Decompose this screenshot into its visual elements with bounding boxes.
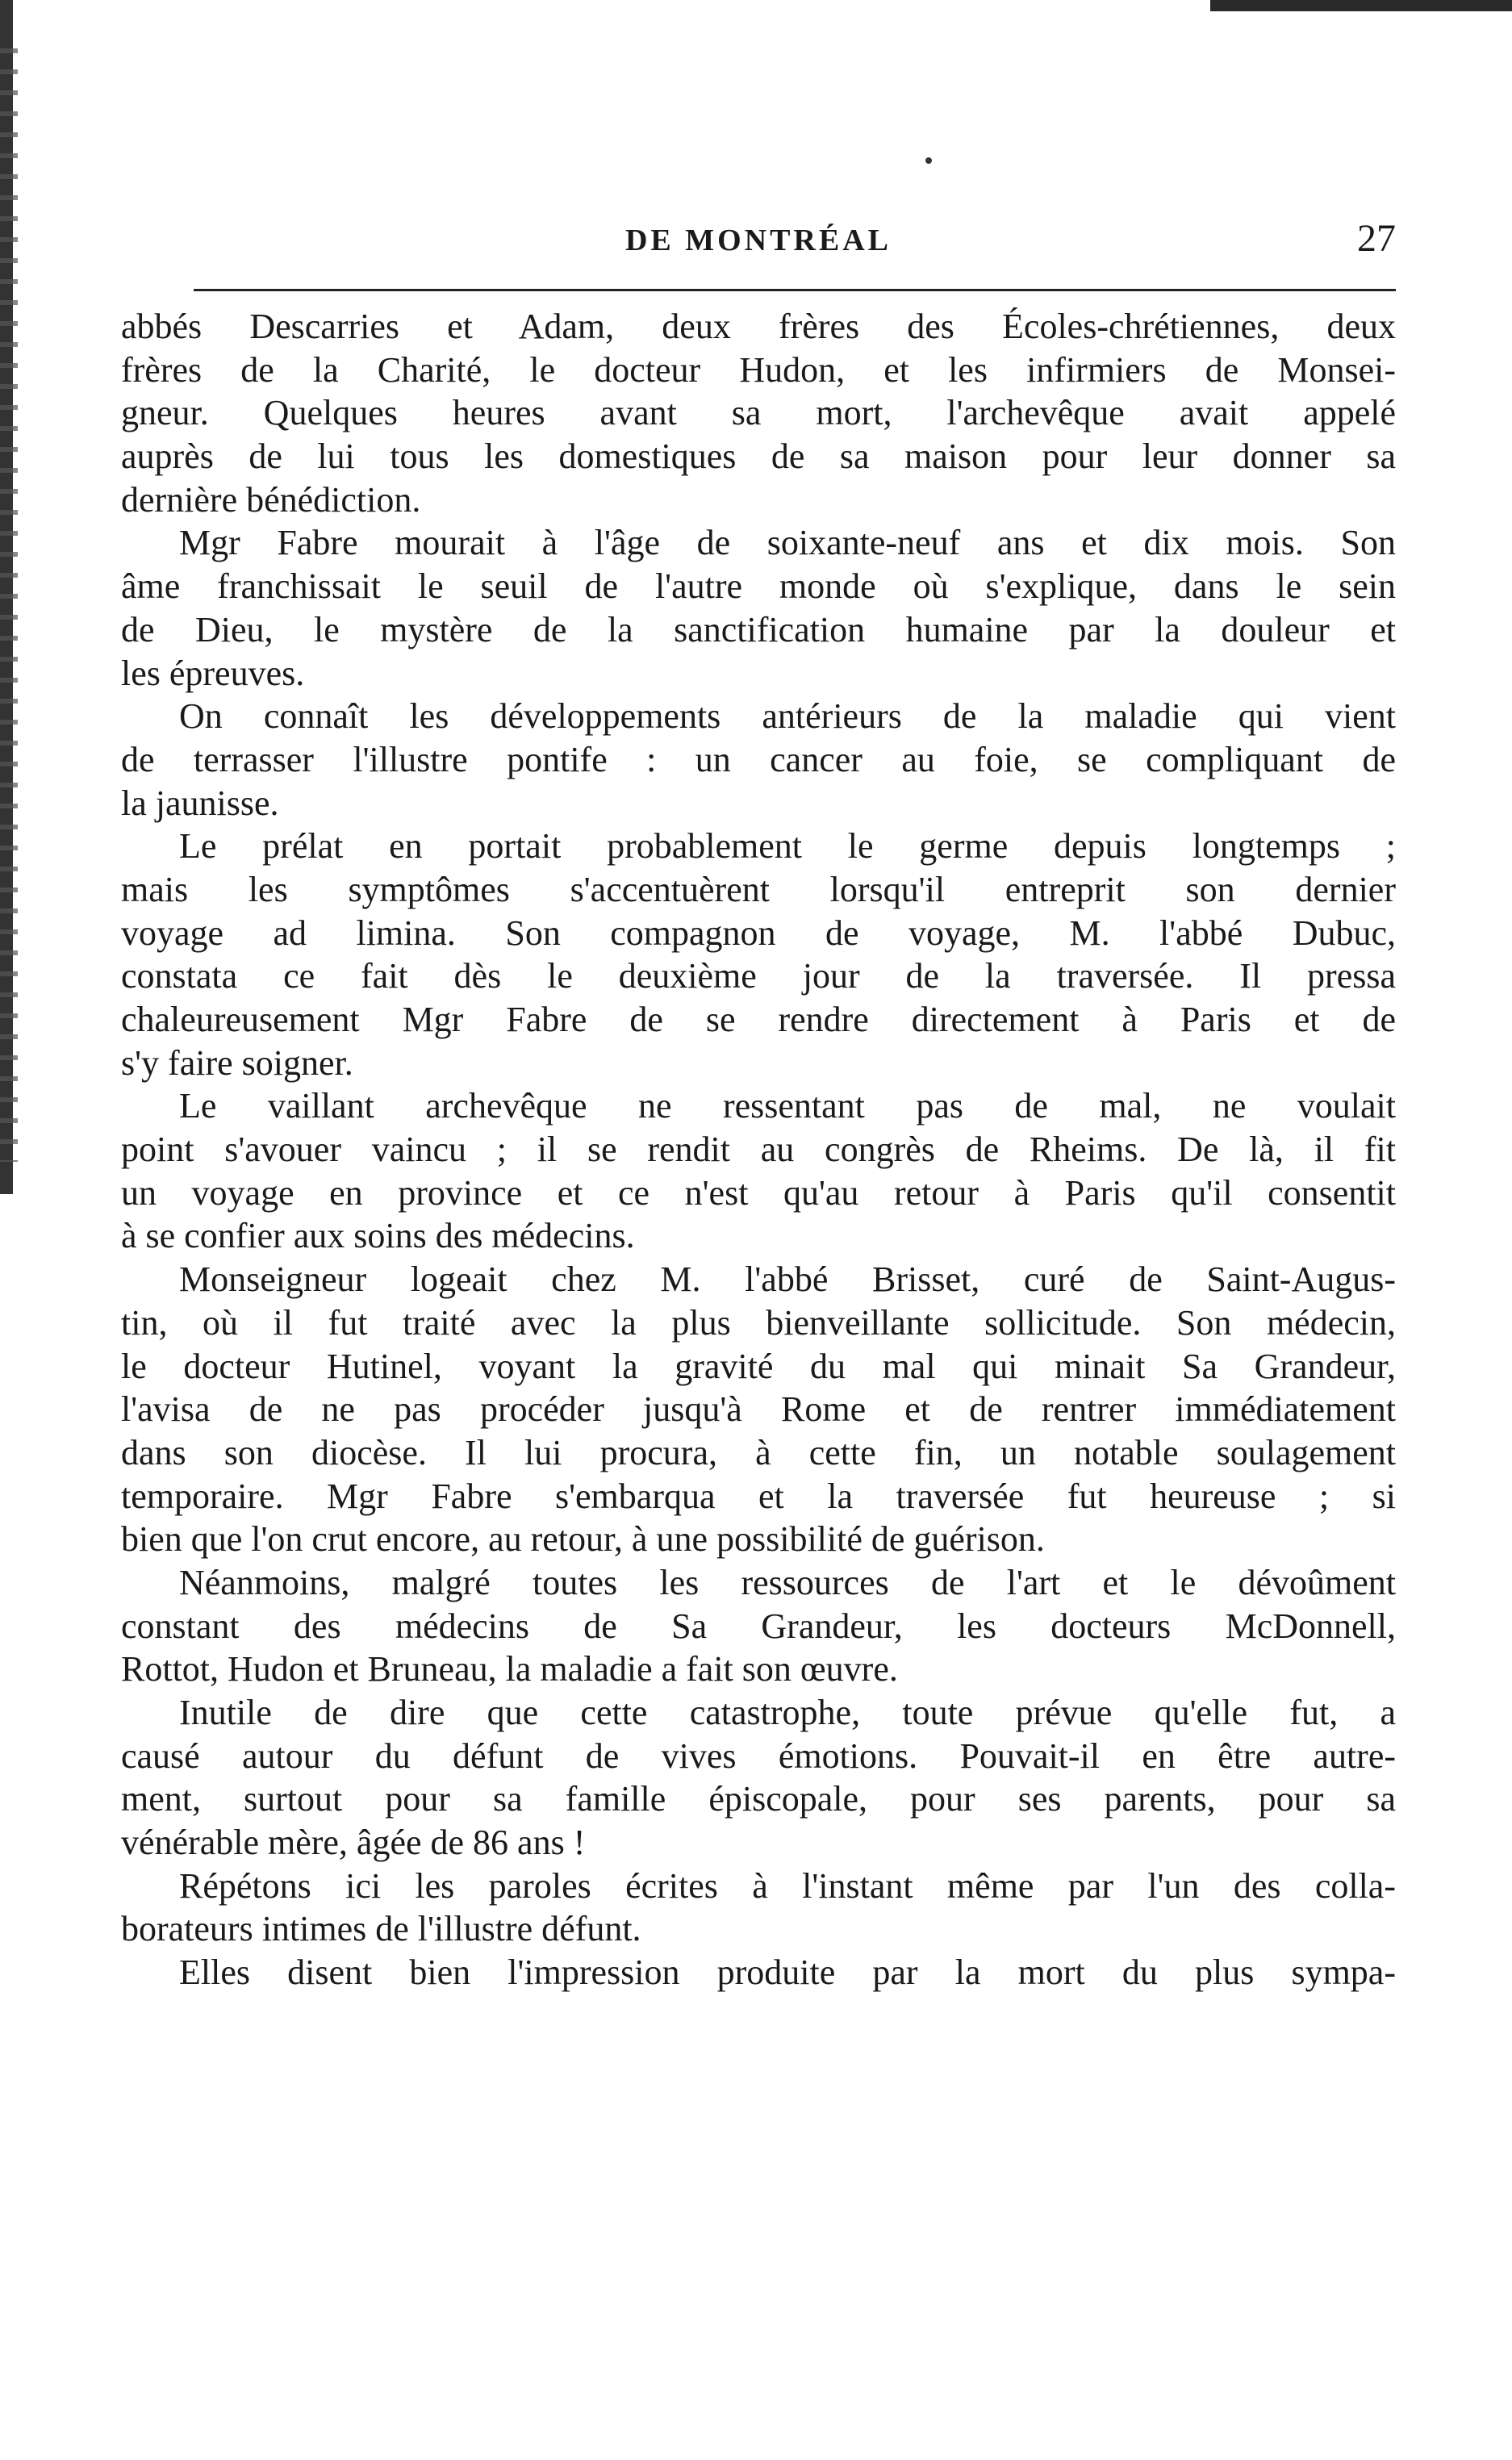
text-line: borateurs intimes de l'illustre défunt. [121,1909,641,1949]
text-line: vénérable mère, âgée de 86 ans ! [121,1823,586,1863]
text-line: à se confier aux soins des médecins. [121,1216,635,1256]
text-line: frères de la Charité, le docteur Hudon, et les infirmiers de Monsei- [121,349,1396,390]
text-line: point s'avouer vaincu ; il se rendit au congrès de Rheims. De là, il fit [121,1130,1396,1170]
text-line: le docteur Hutinel, voyant la gravité du mal qui minait Sa Grandeur, [121,1346,1396,1386]
text-line: mais les symptômes s'accentuèrent lorsqu'il entreprit son dernier [121,869,1396,909]
paragraph-first-line: Néanmoins, malgré toutes les ressources de l'art et le dévoûment [179,1562,1396,1602]
text-line: temporaire. Mgr Fabre s'embarqua et la traversée fut heureuse ; si [121,1476,1396,1516]
text-line: Rottot, Hudon et Bruneau, la maladie a fait son œuvre. [121,1649,898,1689]
running-title: DE MONTRÉAL [624,223,892,257]
text-line: abbés Descarries et Adam, deux frères des Écoles-chrétiennes, deux [121,307,1396,346]
text-line: gneur. Quelques heures avant sa mort, l'archevêque avait appelé [121,393,1396,433]
text-line: voyage ad limina. Son compagnon de voyage, M. l'abbé Dubuc, [121,913,1396,953]
text-line: chaleureusement Mgr Fabre de se rendre directement à Paris et de [121,1000,1396,1039]
paragraph-first-line: Monseigneur logeait chez M. l'abbé Brisset, curé de Saint-Augus- [179,1259,1396,1300]
paragraph-first-line: Le vaillant archevêque ne ressentant pas de mal, ne voulait [179,1086,1396,1126]
text-line: tin, où il fut traité avec la plus bienveillante sollicitude. Son médecin, [121,1302,1396,1343]
paragraph-first-line: Inutile de dire que cette catastrophe, toute prévue qu'elle fut, a [179,1693,1396,1732]
text-line: s'y faire soigner. [121,1042,353,1083]
top-edge-rule [1210,0,1512,11]
running-head [121,216,1396,273]
page-body [121,305,1396,1994]
text-line: ment, surtout pour sa famille épiscopale, pour ses parents, pour sa [121,1779,1396,1819]
text-line: dernière bénédiction. [121,479,421,520]
text-line: causé autour du défunt de vives émotions. Pouvait-il en être autre- [121,1735,1396,1776]
text-line: de terrasser l'illustre pontife : un cancer au foie, se compliquant de [121,739,1396,779]
left-binding-marks [0,32,18,1162]
paragraph-first-line: Le prélat en portait probablement le germe depuis longtemps ; [179,826,1396,867]
text-line: la jaunisse. [121,783,279,823]
header-rule [194,289,1396,291]
text-line: dans son diocèse. Il lui procura, à cette fin, un notable soulagement [121,1432,1396,1472]
text-line: constant des médecins de Sa Grandeur, les docteurs McDonnell, [121,1606,1396,1646]
paragraph-first-line: Répétons ici les paroles écrites à l'instant même par l'un des colla- [179,1865,1396,1906]
text-line: un voyage en province et ce n'est qu'au retour à Paris qu'il consentit [121,1172,1396,1213]
paragraph-first-line: Elles disent bien l'impression produite par la mort du plus sympa- [179,1953,1396,1993]
paragraph-first-line: Mgr Fabre mourait à l'âge de soixante-neuf ans et dix mois. Son [179,523,1396,563]
page-number: 27 [1357,217,1396,260]
text-line: auprès de lui tous les domestiques de sa maison pour leur donner sa [121,436,1396,477]
text-line: constata ce fait dès le deuxième jour de la traversée. Il pressa [121,956,1396,996]
text-line: de Dieu, le mystère de la sanctification humaine par la douleur et [121,609,1396,649]
paragraph-first-line: On connaît les développements antérieurs de la maladie qui vient [179,696,1396,737]
text-line: âme franchissait le seuil de l'autre monde où s'explique, dans le sein [121,566,1396,607]
ink-dot [925,157,932,164]
text-line: bien que l'on crut encore, au retour, à une possibilité de guérison. [121,1519,1045,1560]
text-line: les épreuves. [121,653,305,693]
text-line: l'avisa de ne pas procéder jusqu'à Rome et de rentrer immédiatement [121,1389,1396,1430]
